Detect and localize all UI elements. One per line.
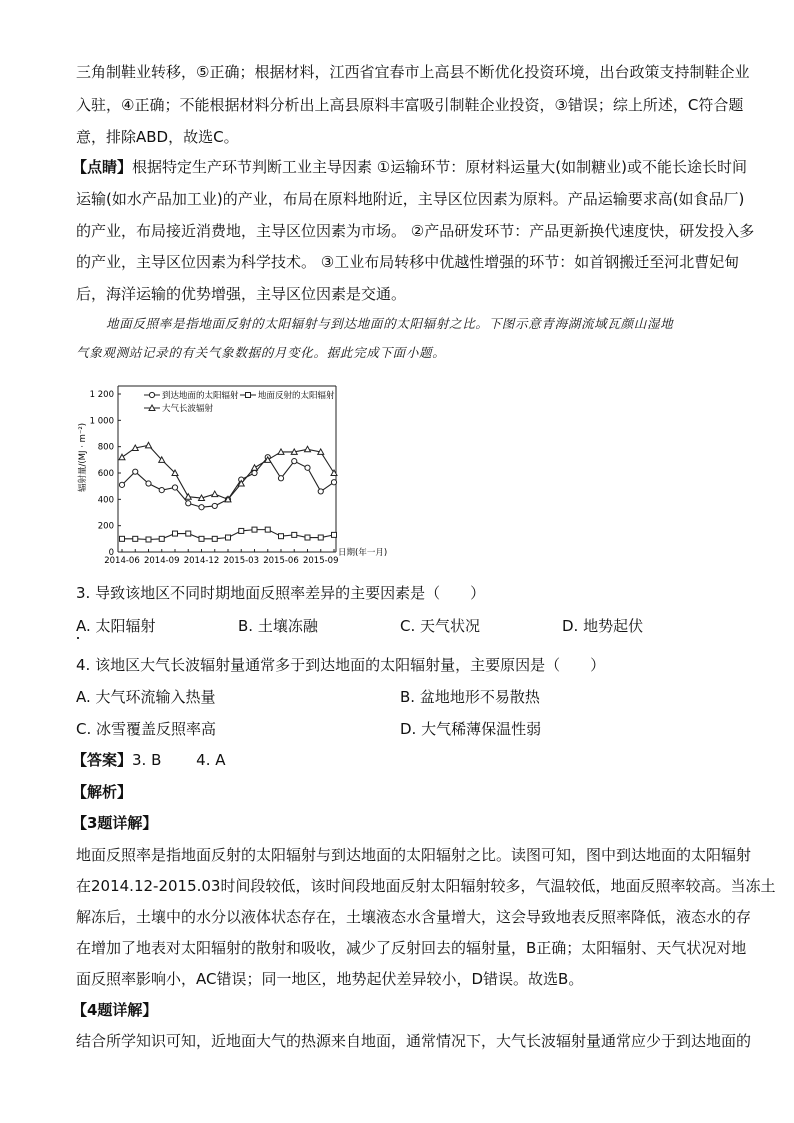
- legend-label: 大气长波辐射: [162, 404, 214, 414]
- q4-option-b[interactable]: B. 盆地地形不易散热: [400, 688, 540, 706]
- data-point-circle: [159, 488, 164, 493]
- data-point-square: [226, 535, 231, 540]
- q3-option-c[interactable]: C. 天气状况: [400, 617, 481, 635]
- answer-line: [72, 750, 226, 770]
- x-tick-label: 2015-06: [263, 556, 299, 566]
- data-point-circle: [252, 470, 257, 475]
- data-point-square: [146, 537, 151, 542]
- dianjing-label: 【点睛】: [72, 158, 133, 176]
- data-point-circle: [186, 501, 191, 506]
- text-line: 面反照率影响小，AC错误；同一地区，地势起伏差异较小，D错误。故选B。: [76, 970, 584, 988]
- data-point-triangle: [252, 465, 258, 471]
- text-line: 结合所学知识可知，近地面大气的热源来自地面，通常情况下，大气长波辐射量通常应少于到达地面的: [76, 1032, 752, 1050]
- data-point-square: [252, 527, 257, 532]
- text-line: 地面反照率是指地面反射的太阳辐射与到达地面的太阳辐射之比。读图可知，图中到达地面的太阳辐射: [76, 846, 752, 864]
- data-point-circle: [212, 503, 217, 508]
- data-point-square: [159, 536, 164, 541]
- radiation-chart: [76, 374, 396, 570]
- q3-option-b[interactable]: B. 土壤冻融: [238, 617, 318, 635]
- analysis-label: 【解析】: [72, 783, 133, 801]
- data-point-square: [186, 531, 191, 536]
- data-point-circle: [292, 459, 297, 464]
- y-tick-label: 400: [97, 495, 114, 506]
- data-point-triangle: [146, 442, 152, 448]
- data-point-circle: [172, 485, 177, 490]
- data-point-square: [239, 528, 244, 533]
- intro-line: 气象观测站记录的有关气象数据的月变化。据此完成下面小题。: [76, 345, 446, 360]
- text-line: 入驻，④正确；不能根据材料分析出上高县原料丰富吸引制鞋企业投资，③错误；综上所述，C符合题: [76, 96, 744, 114]
- data-point-circle: [199, 505, 204, 510]
- legend-label: 地面反射的太阳辐射: [258, 391, 335, 401]
- text-line: 的产业，主导区位因素为科学技术。 ③工业布局转移中优越性增强的环节：如首钢搬迁至河北曹妃甸: [76, 253, 740, 271]
- x-tick-label: 2014-12: [183, 556, 220, 566]
- text-line: 的产业，布局接近消费地，主导区位因素为市场。 ②产品研发环节：产品更新换代速度快，研发投入多: [76, 222, 755, 240]
- x-tick-label: 2015-09: [302, 556, 339, 566]
- y-tick-label: 0: [108, 548, 114, 558]
- q4-detail-label: 【4题详解】: [72, 1001, 158, 1019]
- text-line: 运输(如水产品加工业)的产业，布局在原料地附近，主导区位因素为原料。产品运输要求高(如食品厂): [76, 190, 745, 208]
- x-tick-label: 2014-09: [143, 556, 180, 566]
- text-line: 意，排除ABD，故选C。: [76, 128, 239, 146]
- q3-option-a[interactable]: A. 太阳辐射: [76, 617, 156, 635]
- question-3-stem: 3. 导致该地区不同时期地面反照率差异的主要因素是（ ）: [76, 584, 486, 602]
- x-axis-label: 日期(年一月): [338, 548, 388, 558]
- text-line: 在2014.12-2015.03时间段较低，该时间段地面反射太阳辐射较多，气温较低，地面反照率较高。当冻土: [76, 877, 776, 895]
- text-line: 后，海洋运输的优势增强，主导区位因素是交通。: [76, 285, 407, 303]
- data-point-square: [120, 536, 125, 541]
- intro-line: 地面反照率是指地面反射的太阳辐射与到达地面的太阳辐射之比。下图示意青海湖流域瓦颜山湿地: [106, 316, 674, 331]
- y-tick-label: 1 000: [89, 416, 114, 427]
- q3-detail-label: 【3题详解】: [72, 814, 158, 832]
- answer-label: 【答案】: [72, 751, 133, 769]
- data-point-circle: [318, 489, 323, 494]
- q4-option-d[interactable]: D. 大气稀薄保温性弱: [400, 720, 542, 738]
- data-point-circle: [331, 480, 336, 485]
- legend-square-marker: [246, 393, 251, 398]
- data-point-square: [265, 527, 270, 532]
- q4-option-c[interactable]: C. 冰雪覆盖反照率高: [76, 720, 217, 738]
- y-axis-label: 辐射量/(MJ · m⁻²): [78, 422, 88, 492]
- data-point-circle: [278, 476, 283, 481]
- data-point-square: [173, 531, 178, 536]
- q3-option-d[interactable]: D. 地势起伏: [562, 617, 644, 635]
- y-tick-label: 800: [97, 442, 114, 453]
- data-point-triangle: [119, 454, 125, 460]
- data-point-triangle: [212, 491, 218, 497]
- stray-dot: [77, 637, 79, 639]
- y-tick-label: 600: [97, 469, 114, 479]
- data-point-circle: [133, 469, 138, 474]
- data-point-square: [199, 536, 204, 541]
- data-point-square: [305, 535, 310, 540]
- data-point-triangle: [305, 446, 311, 452]
- y-tick-label: 1 200: [89, 390, 114, 400]
- x-tick-label: 2014-06: [104, 556, 140, 566]
- data-point-square: [133, 536, 138, 541]
- data-point-square: [212, 536, 217, 541]
- x-tick-label: 2015-03: [223, 556, 260, 566]
- series-line: [122, 445, 334, 499]
- question-4-stem: 4. 该地区大气长波辐射量通常多于到达地面的太阳辐射量，主要原因是（ ）: [76, 656, 606, 674]
- y-tick-label: 200: [97, 521, 114, 532]
- data-point-square: [279, 534, 284, 539]
- text-line: 在增加了地表对太阳辐射的散射和吸收，减少了反射回去的辐射量，B正确；太阳辐射、天气状况对地: [76, 939, 747, 957]
- data-point-square: [318, 535, 323, 540]
- data-point-circle: [119, 482, 124, 487]
- data-point-square: [292, 532, 297, 537]
- dianjing-paragraph: [72, 157, 747, 177]
- data-point-circle: [305, 465, 310, 470]
- answer-text: 3. B 4. A: [132, 751, 226, 769]
- q4-option-a[interactable]: A. 大气环流输入热量: [76, 688, 216, 706]
- text-line: 解冻后，土壤中的水分以液体状态存在，土壤液态水含量增大，这会导致地表反照率降低，液态水的存: [76, 908, 752, 926]
- data-point-circle: [146, 481, 151, 486]
- legend-circle-marker: [149, 392, 154, 397]
- text-line: 根据特定生产环节判断工业主导因素 ①运输环节：原材料运量大(如制糖业)或不能长途长时间: [132, 158, 747, 176]
- legend-label: 到达地面的太阳辐射: [162, 391, 239, 401]
- data-point-square: [332, 532, 337, 537]
- chart-legend: [144, 390, 335, 414]
- text-line: 三角制鞋业转移，⑤正确；根据材料，江西省宜春市上高县不断优化投资环境，出台政策支持制鞋企业: [76, 63, 750, 81]
